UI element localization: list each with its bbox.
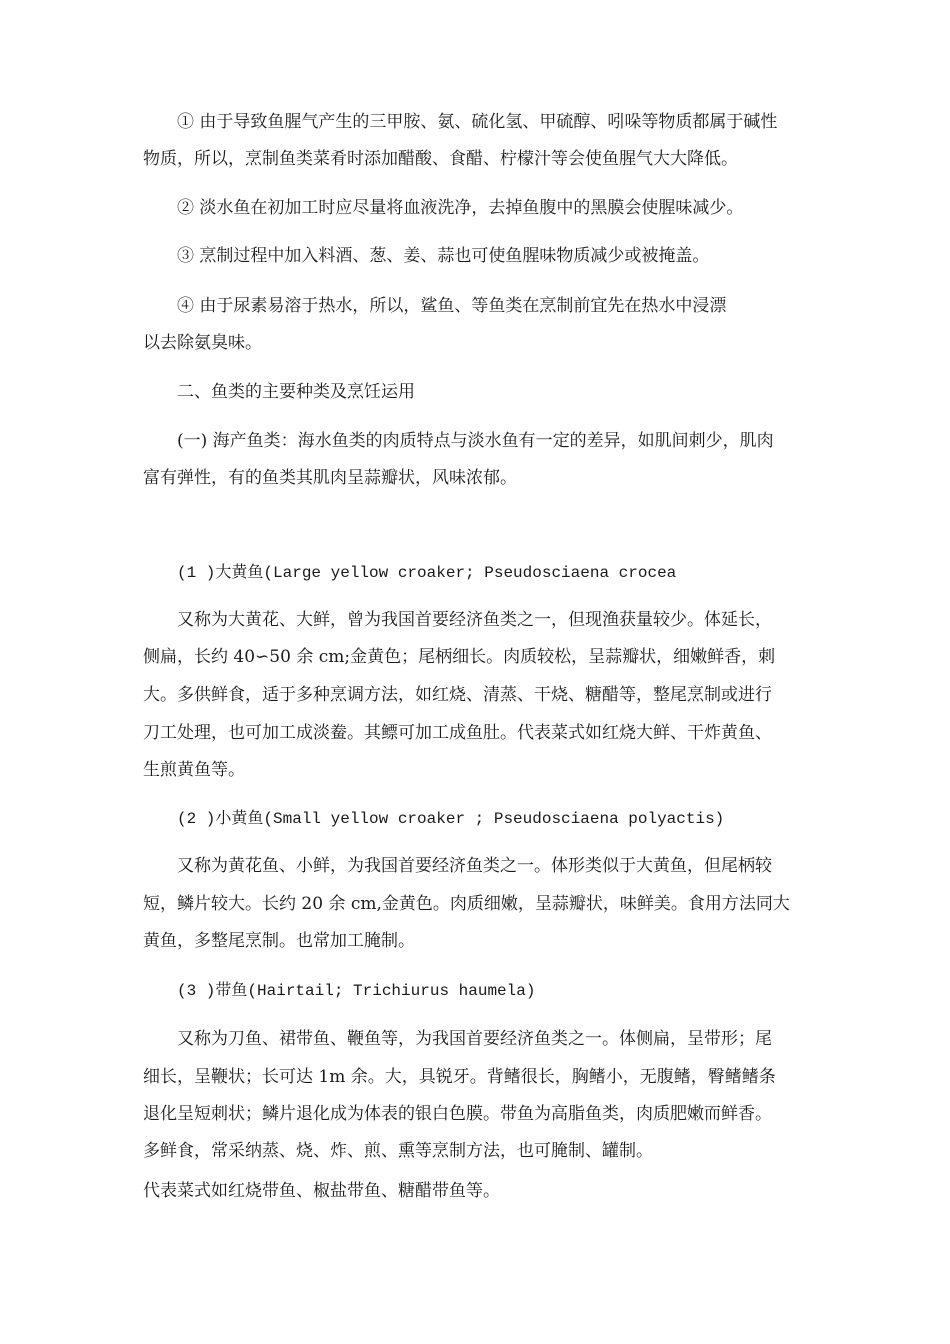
paragraph-line: 刀工处理，也可加工成淡鲞。其鳔可加工成鱼肚。代表菜式如红烧大鲜、干炸黄鱼、 xyxy=(143,723,772,743)
paragraph-line: 又称为刀鱼、裙带鱼、鞭鱼等，为我国首要经济鱼类之一。体侧扁，呈带形；尾 xyxy=(177,1029,772,1049)
paragraph-line: 物质，所以，烹制鱼类菜肴时添加醋酸、食醋、柠檬汁等会使鱼腥气大大降低。 xyxy=(143,149,738,169)
paragraph-line: 富有弹性，有的鱼类其肌肉呈蒜瓣状，风味浓郁。 xyxy=(143,468,517,488)
paragraph-line: (一) 海产鱼类：海水鱼类的肉质特点与淡水鱼有一定的差异，如肌间刺少，肌肉 xyxy=(177,431,774,451)
paragraph-line: 退化呈短刺状；鳞片退化成为体表的银白色膜。带鱼为高脂鱼类，肉质肥嫩而鲜香。 xyxy=(143,1104,772,1124)
species-heading: (3 )带鱼(Hairtail; Trichiurus haumela) xyxy=(177,982,536,1000)
paragraph-line: 细长，呈鞭状；长可达 1m 余。大，具锐牙。背鳍很长，胸鳍小，无腹鳍，臀鳍鳍条 xyxy=(143,1067,776,1087)
paragraph-line: ③ 烹制过程中加入料酒、葱、姜、蒜也可使鱼腥味物质减少或被掩盖。 xyxy=(177,246,710,266)
paragraph-line: ④ 由于尿素易溶于热水，所以，鲨鱼、等鱼类在烹制前宜先在热水中浸漂 xyxy=(177,296,727,316)
species-heading: (1 )大黄鱼(Large yellow croaker; Pseudosciaena crocea xyxy=(177,564,677,582)
paragraph-line: 又称为大黄花、大鲜，曾为我国首要经济鱼类之一，但现渔获量较少。体延长， xyxy=(177,610,772,630)
paragraph-line: 侧扁，长约 40∽50 余 cm;金黄色；尾柄细长。肉质较松，呈蒜瓣状，细嫩鲜香，刺 xyxy=(143,647,776,667)
paragraph-line: 以去除氨臭味。 xyxy=(143,333,262,353)
section-heading: 二、鱼类的主要种类及烹饪运用 xyxy=(177,382,415,402)
paragraph-line: 短，鳞片较大。长约 20 余 cm,金黄色。肉质细嫩，呈蒜瓣状，味鲜美。食用方法同大 xyxy=(143,894,790,914)
paragraph-line: 代表菜式如红烧带鱼、椒盐带鱼、糖醋带鱼等。 xyxy=(143,1181,500,1201)
paragraph-line: 多鲜食，常采纳蒸、烧、炸、煎、熏等烹制方法，也可腌制、罐制。 xyxy=(143,1141,653,1161)
paragraph-line: ① 由于导致鱼腥气产生的三甲胺、氨、硫化氢、甲硫醇、吲哚等物质都属于碱性 xyxy=(177,112,778,132)
paragraph-line: 大。多供鲜食，适于多种烹调方法，如红烧、清蒸、干烧、糖醋等，整尾烹制或进行 xyxy=(143,685,772,705)
paragraph-line: ② 淡水鱼在初加工时应尽量将血液洗净，去掉鱼腹中的黑膜会使腥味减少。 xyxy=(177,198,744,218)
species-heading: (2 )小黄鱼(Small yellow croaker ; Pseudosciaena polyactis) xyxy=(177,810,725,828)
paragraph-line: 又称为黄花鱼、小鲜，为我国首要经济鱼类之一。体形类似于大黄鱼，但尾柄较 xyxy=(177,856,772,876)
paragraph-line: 黄鱼，多整尾烹制。也常加工腌制。 xyxy=(143,931,415,951)
paragraph-line: 生煎黄鱼等。 xyxy=(143,760,245,780)
